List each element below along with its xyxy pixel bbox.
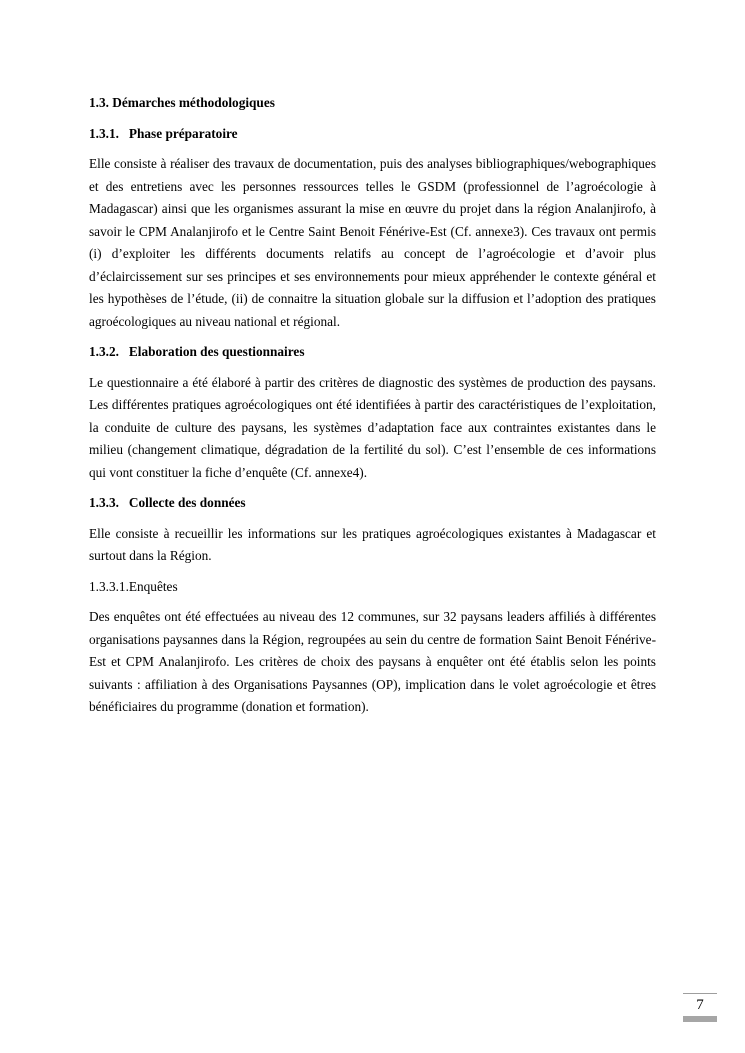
page-number: 7	[683, 993, 717, 1016]
paragraph-elaboration-questionnaires: Le questionnaire a été élaboré à partir des critères de diagnostic des systèmes de production des paysans. Les différentes pratiques agroécologiques ont été identifiées à partir des caractéristiques de l’exploitation, la conduite de culture des paysans, les systèmes d’adaptation face aux contraintes existantes dans le milieu (changement climatique, dégradation de la fertilité du sol). C’est l’ensemble de ces informations qui vont constituer la fiche d’enquête (Cf. annexe4).	[89, 374, 656, 480]
subsection-title-collecte-donnees: 1.3.3. Collecte des données	[89, 495, 246, 510]
page-number-bar	[683, 1016, 717, 1022]
subsection-title-elaboration-questionnaires: 1.3.2. Elaboration des questionnaires	[89, 344, 305, 359]
subsection-title-phase-preparatoire: 1.3.1. Phase préparatoire	[89, 125, 238, 141]
paragraph-phase-preparatoire: Elle consiste à réaliser des travaux de documentation, puis des analyses bibliographiques/webographiques et des entretiens avec les personnes ressources telles le GSDM (professionnel de l’agroécologie à Madagascar) ainsi que les organismes assurant la mise en œuvre du projet dans la région Analanjirofo, à savoir le CPM Analanjirofo et le Centre Saint Benoit Fénérive-Est (Cf. annexe3). Ces travaux ont permis (i) d’exploiter les différents documents relatifs au concept de l’agroécologie et d’avoir plus d’éclaircissement sur ses principes et ses environnements pour mieux appréhender le contexte général et les hypothèses de l’étude, (ii) de connaitre la situation globale sur la diffusion et l’adoption des pratiques agroécologiques au niveau national et régional.	[89, 156, 656, 329]
document-body	[89, 92, 656, 727]
paragraph-enquetes: Des enquêtes ont été effectuées au niveau des 12 communes, sur 32 paysans leaders affiliés à différentes organisations paysannes dans la Région, regroupées au sein du centre de formation Saint Benoit Fénérive-Est et CPM Analanjirofo. Les critères de choix des paysans à enquêter ont été établis selon les points suivants : affiliation à des Organisations Paysannes (OP), implication dans le volet agroécologie et êtres bénéficiaires du programme (donation et formation).	[89, 609, 656, 714]
section-title: 1.3. Démarches méthodologiques	[89, 95, 275, 110]
subsubsection-title-enquetes: 1.3.3.1.Enquêtes	[89, 578, 178, 594]
paragraph-collecte-donnees: Elle consiste à recueillir les informations sur les pratiques agroécologiques existantes à Madagascar et surtout dans la Région.	[89, 525, 656, 563]
